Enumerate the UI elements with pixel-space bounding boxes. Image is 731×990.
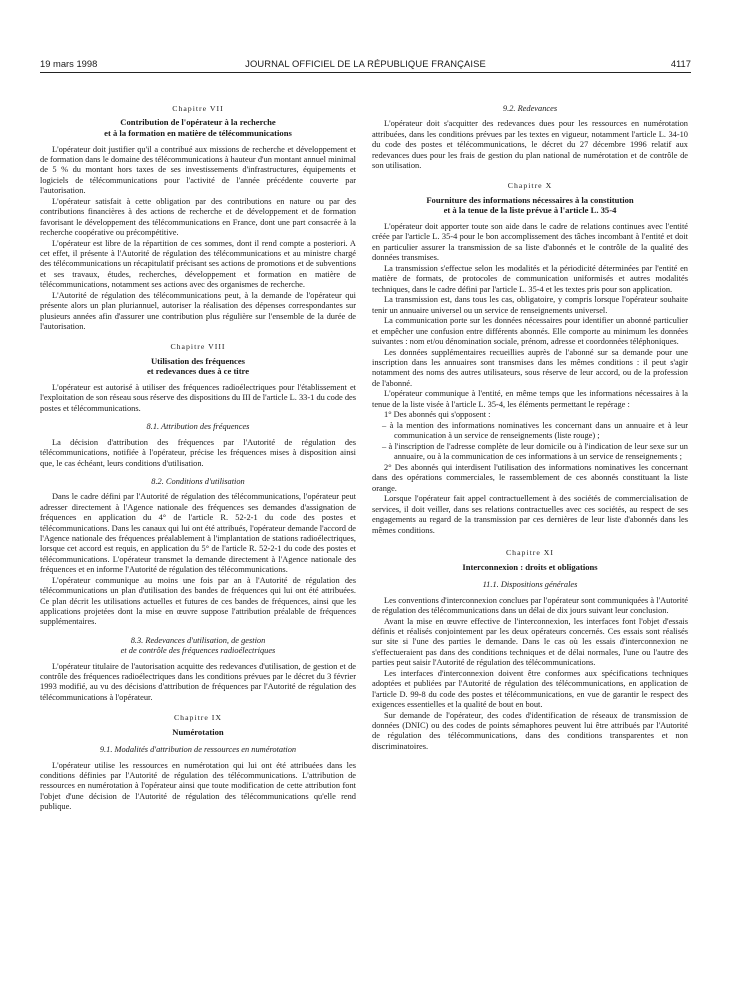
paragraph: Les données supplémentaires recueillies auprès de l'abonné sur sa demande pour une inscription dans les annuaires sont transmises dans les mêmes conditions : il peut s'agir notamment des noms des autres utilisateurs, sous réserve de leur accord, ou de la profession de l'abonné. (372, 347, 688, 388)
page-header (40, 58, 691, 73)
section-heading: 8.2. Conditions d'utilisation (151, 476, 245, 486)
paragraph: L'opérateur satisfait à cette obligation par des contributions en nature ou par des contributions financières à des actions de recherche et de développement et de formation favorisant le développement des télécommunications en France, dont une part consacrée à la recherche coopérative ou précompétitive. (40, 196, 356, 238)
paragraph: Les interfaces d'interconnexion doivent être conformes aux spécifications techniques adoptées et publiées par l'Autorité de régulation des télécommunications, en application de l'article D. 99-8 du code des postes et télécommunications, en vue de garantir le respect des exigences essentielles et la qualité de bout en bout. (372, 668, 688, 709)
section-heading (40, 636, 356, 657)
paragraph: L'opérateur communique à l'entité, en même temps que les informations nécessaires à la tenue de la liste visée à l'article L. 35-4, les éléments permettant le repérage : (372, 389, 688, 409)
chapter-title (40, 117, 356, 138)
paragraph: La décision d'attribution des fréquences par l'Autorité de régulation des télécommunications, notifiée à l'opérateur, précise les fréquences mises à disposition ainsi que, le cas échéant, leurs conditions d'utilisation. (40, 437, 356, 468)
chapter-title-line: et redevances dues à ce titre (146, 366, 250, 377)
header-date: 19 mars 1998 (40, 58, 98, 69)
paragraph: L'Autorité de régulation des télécommunications peut, à la demande de l'opérateur qui présente alors un plan pluriannuel, autoriser la réalisation des dépenses correspondantes sur plusieurs années afin d'assurer une contribution plus régulière sur l'ensemble de la durée de l'autorisation. (40, 290, 356, 332)
paragraph: Les conventions d'interconnexion conclues par l'opérateur sont communiquées à l'Autorité de régulation des télécommunications dans un délai de dix jours suivant leur conclusion. (372, 595, 688, 615)
chapter-label: Chapitre XI (505, 548, 555, 558)
section-heading-line: et de contrôle des fréquences radioélectriques (120, 646, 276, 656)
paragraph: L'opérateur doit justifier qu'il a contribué aux missions de recherche et développement et de formation dans le domaine des télécommunications à hauteur d'un montant annuel minimal de 5 % du montant hors taxes de ses investissements d'infrastructures, équipements et logiciels de télécommunications pour l'activité de l'année précédente couverte par l'autorisation. (40, 144, 356, 196)
journal-title: JOURNAL OFFICIEL DE LA RÉPUBLIQUE FRANÇAISE (245, 58, 486, 69)
paragraph: Lorsque l'opérateur fait appel contractuellement à des sociétés de commercialisation de services, il doit veiller, dans ses relations contractuelles avec ces sociétés, au respect de ses engagements au regard de la transmission par ces dernières de leur liste d'abonnés dans les mêmes conditions. (372, 494, 688, 535)
chapter-title-line: Numérotation (172, 726, 224, 737)
chapter-label: Chapitre IX (173, 713, 223, 723)
paragraph: Dans le cadre défini par l'Autorité de régulation des télécommunications, l'opérateur peut adresser directement à l'Agence nationale des fréquences ses demandes d'assignation de fréquences en application du 4° de l'article R. 52-2-1 du code des postes et télécommunications. Dans les canaux qui lui ont été attribués, l'opérateur demande l'accord de l'Agence nationale des fréquences préalablement à l'implantation de stations radioélectriques, lorsque cet accord est requis, en application du 5° de l'article R. 52-2-1 du code des postes et télécommunications. L'opérateur transmet la demande directement à l'Agence nationale des fréquences et en informe l'Autorité de régulation des télécommunications. (40, 492, 356, 575)
chapter-title (40, 727, 356, 738)
section-heading: 9.1. Modalités d'attribution de ressources en numérotation (99, 745, 297, 755)
section-heading-line: 8.3. Redevances d'utilisation, de gestion (130, 635, 266, 645)
section-heading: 11.1. Dispositions générales (482, 580, 578, 590)
paragraph: Sur demande de l'opérateur, des codes d'identification de réseaux de transmission de données (DNIC) ou des codes de points sémaphores peuvent lui être attribués par l'Autorité de régulation des télécommunications, dans des conditions transparentes et non discriminatoires. (372, 710, 688, 751)
section-heading: 8.1. Attribution des fréquences (146, 422, 250, 432)
chapter-title-line: Contribution de l'opérateur à la recherche (120, 117, 276, 128)
paragraph: L'opérateur doit apporter toute son aide dans le cadre de relations continues avec l'entité créée par l'article L. 35-4 pour le bon accomplissement des tâches incombant à l'entité et doit en particulier assurer la transmission de sa liste d'abonnés et le contrôle de la qualité des données transmises. (372, 222, 688, 263)
chapter-label: Chapitre VIII (170, 342, 226, 352)
section-heading: 9.2. Redevances (502, 104, 558, 113)
chapter-title (372, 195, 688, 216)
chapter-label: Chapitre VII (172, 104, 224, 113)
paragraph: Avant la mise en œuvre effective de l'interconnexion, les interfaces font l'objet d'essais définis et réalisés conjointement par les deux opérateurs concernés. Ces essais sont réalisés sur site si l'une des parties le demande. Dans le cas où les essais d'interconnexion ne s'effectueraient pas dans des conditions techniques et de délai normales, l'une ou l'autre des parties peut saisir l'Autorité de régulation des télécommunications. (372, 616, 688, 668)
chapter-title-line: et à la tenue de la liste prévue à l'article L. 35-4 (443, 205, 617, 216)
chapter-title-line: et à la formation en matière de télécommunications (104, 128, 292, 138)
chapter-title-line: Interconnexion : droits et obligations (462, 561, 598, 572)
chapter-title-line: Fourniture des informations nécessaires à la constitution (426, 194, 634, 205)
list-item: 1° Des abonnés qui s'opposent : (384, 410, 491, 420)
left-column (40, 96, 356, 813)
paragraph: L'opérateur est autorisé à utiliser des fréquences radioélectriques pour l'établissement et l'exploitation de son réseau sous réserve des dispositions du III de l'article L. 33-1 du code des postes et télécommunications. (40, 383, 356, 413)
paragraph: L'opérateur utilise les ressources en numérotation qui lui ont été attribuées dans les conditions définies par l'Autorité de régulation des télécommunications. L'attribution de ressources en numérotation à l'opérateur ainsi que toute modification de cette attribution font l'objet d'une décision de l'Autorité de régulation des télécommunications qu'elle rend publique. (40, 760, 356, 812)
page-number: 4117 (670, 58, 691, 69)
list-item: – à la mention des informations nominatives les concernant dans un annuaire et à leur communication à un service de renseignements (liste rouge) ; (382, 421, 688, 441)
paragraph: L'opérateur doit s'acquitter des redevances dues pour les ressources en numérotation attribuées, dans les conditions prévues par les textes en vigueur, notamment l'article L. 34-10 du code des postes et télécommunications, le décret du 27 décembre 1996 relatif aux redevances dues pour les frais de gestion du plan national de numérotation et de contrôle de son utilisation. (372, 119, 688, 171)
chapter-title (40, 356, 356, 377)
paragraph: La transmission est, dans tous les cas, obligatoire, y compris lorsque l'opérateur souhaite tenir un annuaire universel ou un service de renseignements universel. (372, 295, 688, 315)
paragraph: L'opérateur titulaire de l'autorisation acquitte des redevances d'utilisation, de gestion et de contrôle des fréquences radioélectriques dans les conditions prévues par le décret du 3 février 1993 modifié, au vu des décisions d'attribution de fréquences par l'Autorité de régulation des télécommunications à l'opérateur. (40, 661, 356, 702)
right-column (372, 96, 688, 752)
chapter-label: Chapitre X (507, 181, 553, 191)
paragraph: L'opérateur communique au moins une fois par an à l'Autorité de régulation des télécommunications un plan d'utilisation des bandes de fréquences qui lui ont été attribuées. Ce plan décrit les utilisations actuelles et futures de ces bandes de fréquences, ainsi que les applications projetées dont la mise en œuvre suppose l'attribution préalable de fréquences supplémentaires. (40, 575, 356, 627)
paragraph: La transmission s'effectue selon les modalités et la périodicité déterminées par l'entité en matière de formats, de protocoles de communication uniformisés et autres modalités techniques, dans le cadre défini par l'article L. 35-4 et les textes pris pour son application. (372, 263, 688, 294)
list-item: – à l'inscription de l'adresse complète de leur domicile ou à l'indication de leur sexe sur un annuaire, ou à la communication de ces informations à un service de renseignements ; (382, 442, 688, 462)
chapter-title-line: Utilisation des fréquences (150, 355, 246, 366)
list-item: 2° Des abonnés qui interdisent l'utilisation des informations nominatives les concernant dans des opérations commerciales, le rassemblement de ces abonnés constituant la liste orange. (372, 463, 688, 493)
paragraph: L'opérateur est libre de la répartition de ces sommes, dont il rend compte a posteriori. A cet effet, il présente à l'Autorité de régulation des télécommunications et au ministre chargé des télécommunications un récapitulatif précisant ses actions de promotions et de subventions et ses travaux, études, recherches, développement et formation en matière de télécommunications, notamment ses actions avec des organismes de recherche. (40, 238, 356, 290)
chapter-title (372, 562, 688, 573)
paragraph: La communication porte sur les données nécessaires pour identifier un abonné particulier et empêcher une confusion entre différents abonnés. Elle comporte au minimum les données suivantes : nom et/ou dénomination sociale, prénom, adresse et coordonnées téléphoniques. (372, 316, 688, 347)
